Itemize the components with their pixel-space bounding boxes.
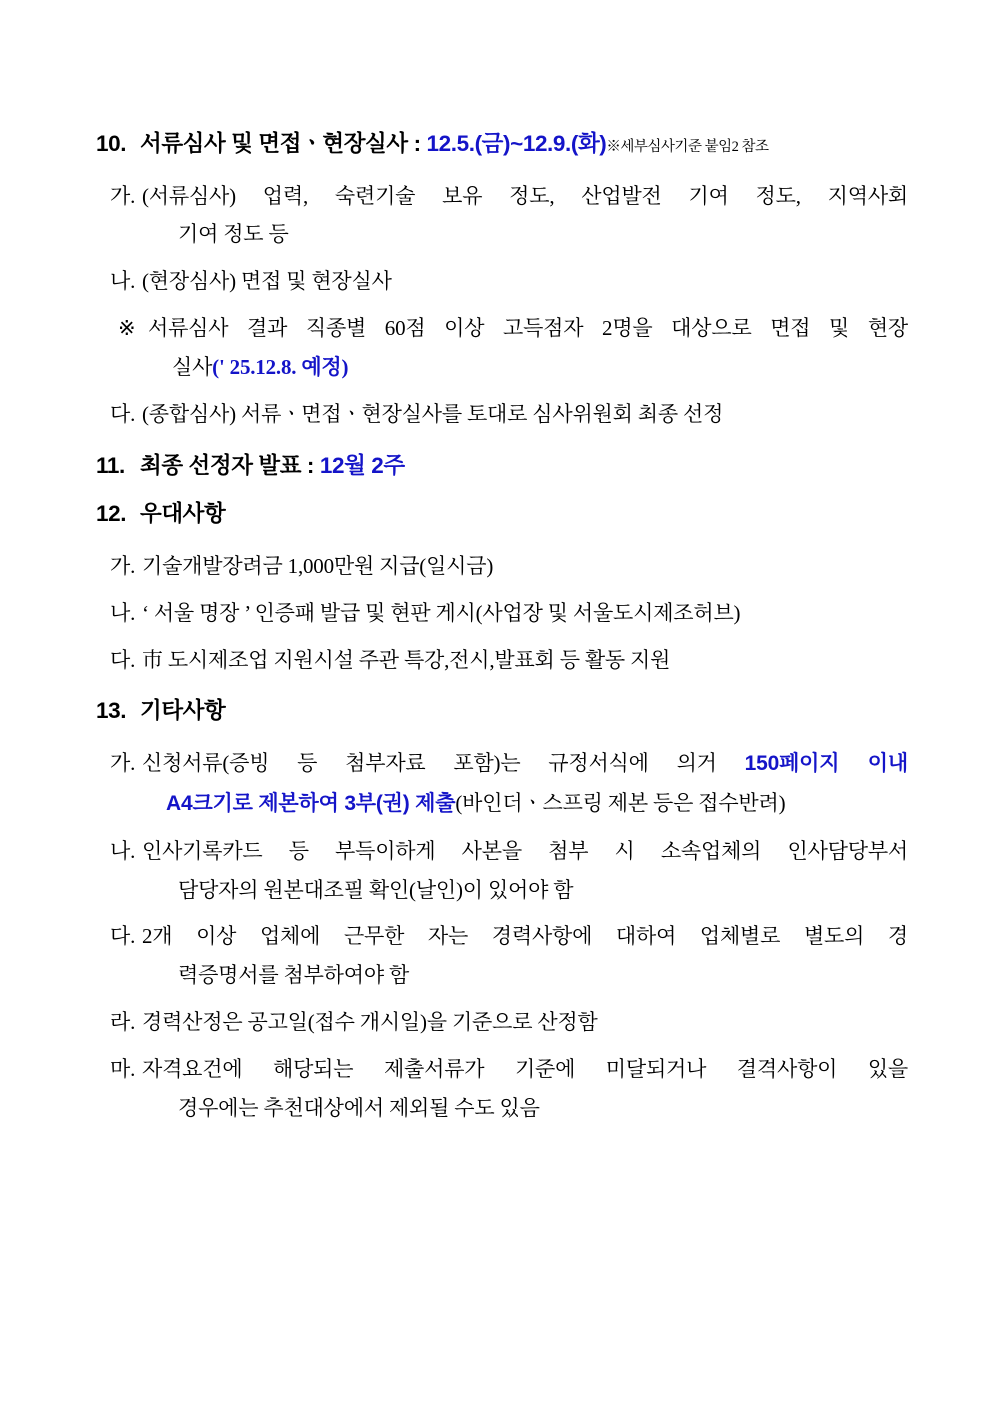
list-item (96, 744, 908, 824)
list-item-line2-text: (바인더ㆍ스프링 제본 등은 접수반려) (455, 790, 786, 815)
section-title-12: 우대사항 (140, 501, 226, 527)
section-heading-11 (96, 450, 908, 483)
list-item-marker: 나. (110, 600, 136, 625)
list-item-body: 기술개발장려금 1,000만원 지급(일시금) (142, 553, 494, 578)
note-line2 (148, 348, 908, 387)
list-item (96, 395, 908, 434)
note-marker: ※ (118, 316, 136, 341)
list-item (96, 917, 908, 995)
section-title-13: 기타사항 (140, 698, 226, 724)
list-item (96, 1050, 908, 1128)
list-item-body (142, 744, 908, 824)
list-item (96, 641, 908, 680)
section-number-10: 10. (96, 131, 127, 156)
list-item-body (142, 1050, 908, 1128)
section-heading-12 (96, 498, 908, 531)
list-item (96, 262, 908, 301)
note-body (148, 309, 908, 387)
list-item-marker: 가. (110, 751, 136, 776)
section-title-11-text: 최종 선정자 발표 : (140, 452, 320, 478)
list-item-body: 경력산정은 공고일(접수 개시일)을 기준으로 산정함 (142, 1010, 598, 1035)
list-item-note (96, 309, 908, 387)
list-item-body (142, 395, 908, 434)
list-item-line2: 담당자의 원본대조필 확인(날인)이 있어야 함 (178, 877, 574, 902)
document-body (96, 128, 908, 1130)
list-item-line2: 력증명서를 첨부하여야 함 (178, 963, 410, 988)
list-item-body (142, 262, 908, 301)
list-item-marker: 라. (110, 1010, 136, 1035)
list-item-marker: 마. (110, 1057, 136, 1081)
list-item-line1 (142, 744, 908, 784)
list-item-line2: 경우에는 추천대상에서 제외될 수도 있음 (178, 1095, 540, 1120)
list-item-marker: 가. (110, 553, 136, 578)
list-item-line1: (현장심사) 면접 및 현장실사 (142, 269, 392, 294)
section-number-11: 11. (96, 452, 125, 478)
list-item-line1: 2개 이상 업체에 근무한 자는 경력사항에 대하여 업체별로 별도의 경 (142, 924, 908, 949)
list-item-marker: 나. (110, 269, 136, 294)
list-item-marker: 다. (110, 401, 136, 426)
note-line2-date: (' 25.12.8. 예정) (212, 355, 349, 379)
list-item (96, 177, 908, 255)
list-item-line1: (종합심사) 서류ㆍ면접ㆍ현장실사를 토대로 심사위원회 최종 선정 (142, 401, 724, 426)
list-item-line1: (서류심사) 업력, 숙련기술 보유 정도, 산업발전 기여 정도, 지역사회 (142, 183, 908, 208)
list-item-line1: 자격요건에 해당되는 제출서류가 기준에 미달되거나 결격사항이 있을 (142, 1057, 908, 1081)
list-item-marker: 다. (110, 924, 136, 949)
section-heading-10 (96, 128, 908, 161)
note-line1: 서류심사 결과 직종별 60점 이상 고득점자 2명을 대상으로 면접 및 현장 (148, 316, 908, 341)
section-title-10 (140, 128, 768, 161)
note-line2-text: 실사 (172, 355, 213, 379)
list-item-line2 (142, 784, 908, 824)
list-item-line1-text: 신청서류(증빙 등 첨부자료 포함)는 규정서식에 의거 (142, 751, 745, 776)
list-item-line1: 인사기록카드 등 부득이하게 사본을 첨부 시 소속업체의 인사담당부서 (142, 838, 908, 863)
list-item (96, 594, 908, 633)
section-title-10-note: ※세부심사기준 붙임2 참조 (606, 139, 769, 155)
section-title-10-date: 12.5.(금)~12.9.(화) (426, 131, 607, 156)
list-item-marker: 가. (110, 183, 136, 208)
section-title-11 (140, 450, 405, 483)
list-item-body: 市 도시제조업 지원시설 주관 특강,전시,발표회 등 활동 지원 (142, 647, 671, 672)
list-item-line2: 기여 정도 등 (178, 222, 289, 247)
section-number-12: 12. (96, 501, 127, 527)
list-item-body: ‘ 서울 명장 ’ 인증패 발급 및 현판 게시(사업장 및 서울도시제조허브) (142, 600, 741, 625)
list-item-line2-emphasis: A4크기로 제본하여 3부(권) 제출 (166, 791, 456, 815)
section-heading-13 (96, 695, 908, 728)
section-title-10-text: 서류심사 및 면접ㆍ현장실사 : (140, 131, 427, 156)
list-item-marker: 다. (110, 647, 136, 672)
list-item (96, 832, 908, 910)
list-item-body (142, 177, 908, 255)
list-item-body (142, 832, 908, 910)
list-item-marker: 나. (110, 838, 136, 863)
list-item (96, 547, 908, 586)
section-title-11-date: 12월 2주 (319, 452, 405, 478)
list-item-line1-emphasis: 150페이지 이내 (744, 752, 908, 776)
section-number-13: 13. (96, 698, 127, 724)
list-item (96, 1003, 908, 1042)
list-item-body (142, 917, 908, 995)
